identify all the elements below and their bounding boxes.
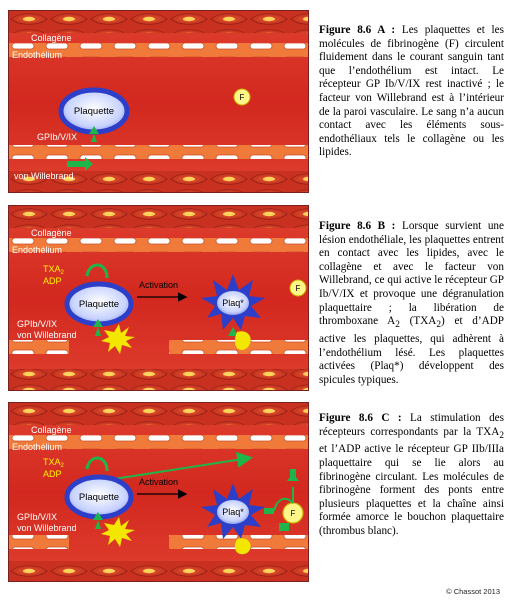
caption-b-title: Figure 8.6 B : <box>319 220 396 232</box>
endothelium-label: Endothélium <box>12 50 63 60</box>
platelet-label: Plaquette <box>78 299 120 310</box>
panel-c <box>8 402 309 582</box>
activated-platelet-label: Plaq* <box>222 298 244 308</box>
von-willebrand-label: von Willebrand <box>17 330 77 340</box>
collagen-label: Collagène <box>31 228 72 238</box>
collagen-label: Collagène <box>31 33 72 43</box>
panel-b <box>8 205 309 391</box>
endothelium-label: Endothélium <box>12 245 63 255</box>
gp-receptor-label: GPIb/V/IX <box>17 319 58 329</box>
activation-label: Activation <box>139 477 179 487</box>
caption-c: Figure 8.6 C : La stimulation des récepteurs correspondants par la $TXA_2$ et l’ADP active le récepteur GP IIb/IIIa plaquettaire qui se lie alors au fibrinogène circulant. Les molécules de fibrinogène forment des ponts entre plusieurs plaquettes et la chaîne ainsi formée amorce le bouchon plaquettaire (thrombus blanc). <box>319 412 504 537</box>
caption-a <box>319 24 504 160</box>
activated-platelet-label: Plaq* <box>222 507 244 517</box>
caption-c-title: Figure 8.6 C : <box>319 412 402 424</box>
adp-label: ADP <box>43 469 62 479</box>
von-willebrand-label: von Willebrand <box>14 171 74 181</box>
von-willebrand-label: von Willebrand <box>17 523 77 533</box>
panel-a <box>8 10 309 193</box>
diagram-b <box>9 206 309 391</box>
txa2-label: $TXA_2$ <box>43 457 64 469</box>
fibrinogen-label: F <box>295 284 301 293</box>
adp-label: ADP <box>43 276 62 286</box>
endothelium-label: Endothélium <box>12 442 63 452</box>
platelet-label: Plaquette <box>78 492 120 503</box>
platelet-label: Plaquette <box>73 106 115 117</box>
fibrinogen-label: F <box>290 509 296 518</box>
caption-a-text: Les plaquettes et les molécules de fibrinogène (F) circulent fluidement dans le courant sanguin tant que l’endothélium est intact. Le récepteur GP Ib/V/IX rest inactivé ; le facteur von Willebrand est à l’intérieur de la paroi vasculaire. Le sang n’a aucun contact avec les éléments sous-endothéliaux tels le collagène ou les lipides. <box>319 24 504 159</box>
gp-receptor-label: GPIb/V/IX <box>17 512 58 522</box>
activation-label: Activation <box>139 280 179 290</box>
gp-receptor-label: GPIb/V/IX <box>37 132 78 142</box>
txa2-label: $TXA_2$ <box>43 264 64 276</box>
fibrinogen-label: F <box>239 93 245 102</box>
diagram-c <box>9 403 309 582</box>
copyright-credit: © Chassot 2013 <box>446 587 500 596</box>
caption-b: Figure 8.6 B : Lorsque survient une lésion endothéliale, les plaquettes entrent en contact avec les lipides, avec le collagène et avec le facteur von Willebrand, ce qui active le récepteur GP Ib/V/IX et provoque une dégranulation plaquettaire ; la libération de thromboxane $A_2$ $(TXA_2)$ et d’ADP active les plaquettes, qui adhèrent à l’endothélium lésé. Les plaquettes activées (Plaq*) développent des spicules typiques. <box>319 220 504 386</box>
collagen-label: Collagène <box>31 425 72 435</box>
caption-a-title: Figure 8.6 A : <box>319 24 396 36</box>
diagram-a <box>9 11 309 193</box>
